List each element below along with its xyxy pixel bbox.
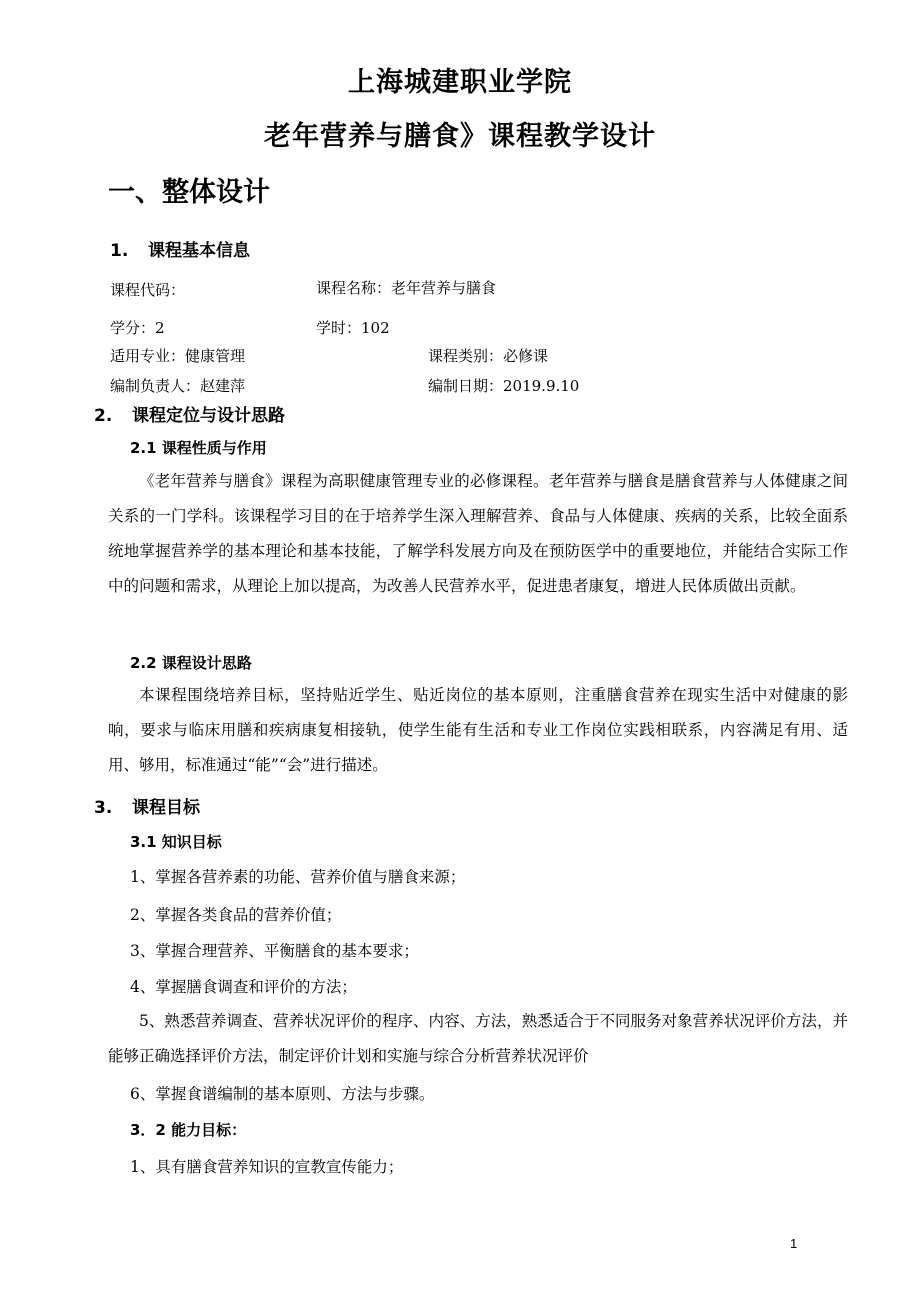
paragraph-course-nature: 《老年营养与膳食》课程为高职健康管理专业的必修课程。老年营养与膳食是膳食营养与人体健康之间关系的一门学科。该课程学习目的在于培养学生深入理解营养、食品与人体健康、疾病的关系，比较全面系统地掌握营养学的基本理论和基本技能，了解学科发展方向及在预防医学中的重要地位，并能结合实际工作中的问题和需求，从理论上加以提高，为改善人民营养水平，促进患者康复，增进人民体质做出贡献。: [108, 472, 848, 595]
subheading-course-nature: 2.1 课程性质与作用: [130, 439, 267, 457]
credits: 学分：2: [110, 319, 165, 337]
knowledge-item: 5、熟悉营养调查、营养状况评价的程序、内容、方法，熟悉适合于不同服务对象营养状况评价方法，并能够正确选择评价方法，制定评价计划和实施与综合分析营养状况评价: [108, 1012, 848, 1065]
hours: 学时：102: [316, 319, 390, 337]
page-number: 1: [790, 1236, 798, 1251]
heading-text: 课程基本信息: [148, 241, 250, 261]
heading-text: 课程目标: [132, 798, 200, 818]
knowledge-item: 6、掌握食谱编制的基本原则、方法与步骤。: [130, 1085, 435, 1103]
knowledge-item: 1、掌握各营养素的功能、营养价值与膳食来源；: [130, 868, 466, 886]
section-heading-overall-design: 一、整体设计: [108, 177, 270, 208]
school-title: 上海城建职业学院: [348, 67, 572, 98]
edit-date: 编制日期：2019.9.10: [428, 377, 580, 395]
heading-number: 1.: [110, 241, 129, 261]
course-name: 课程名称：老年营养与膳食: [316, 279, 497, 297]
heading-objectives: [94, 793, 200, 818]
subheading-design-approach: 2.2 课程设计思路: [130, 654, 252, 672]
subheading-knowledge-goals: 3.1 知识目标: [130, 833, 222, 851]
heading-number: 2.: [94, 406, 113, 426]
knowledge-item: 4、掌握膳食调查和评价的方法；: [130, 978, 357, 996]
heading-positioning: [94, 401, 285, 426]
paragraph-design-approach: 本课程围绕培养目标，坚持贴近学生、贴近岗位的基本原则，注重膳食营养在现实生活中对健康的影响，要求与临床用膳和疾病康复相接轨，使学生能有生活和专业工作岗位实践相联系，内容满足有用、适用、够用，标准通过“能”“会”进行描述。: [108, 686, 848, 774]
subheading-ability-goals: 3．2 能力目标：: [130, 1121, 247, 1139]
course-code: 课程代码：: [110, 281, 186, 299]
applicable-major: 适用专业：健康管理: [110, 347, 246, 365]
knowledge-item: 2、掌握各类食品的营养价值；: [130, 906, 342, 924]
course-category: 课程类别：必修课: [428, 347, 549, 365]
knowledge-item: 3、掌握合理营养、平衡膳食的基本要求；: [130, 942, 419, 960]
heading-text: 课程定位与设计思路: [132, 406, 285, 426]
ability-item: 1、具有膳食营养知识的宣教宣传能力；: [130, 1158, 404, 1176]
heading-basic-info: [110, 236, 250, 261]
heading-number: 3.: [94, 798, 113, 818]
editor: 编制负责人：赵建萍: [110, 377, 246, 395]
course-title: 老年营养与膳食》课程教学设计: [264, 121, 656, 152]
